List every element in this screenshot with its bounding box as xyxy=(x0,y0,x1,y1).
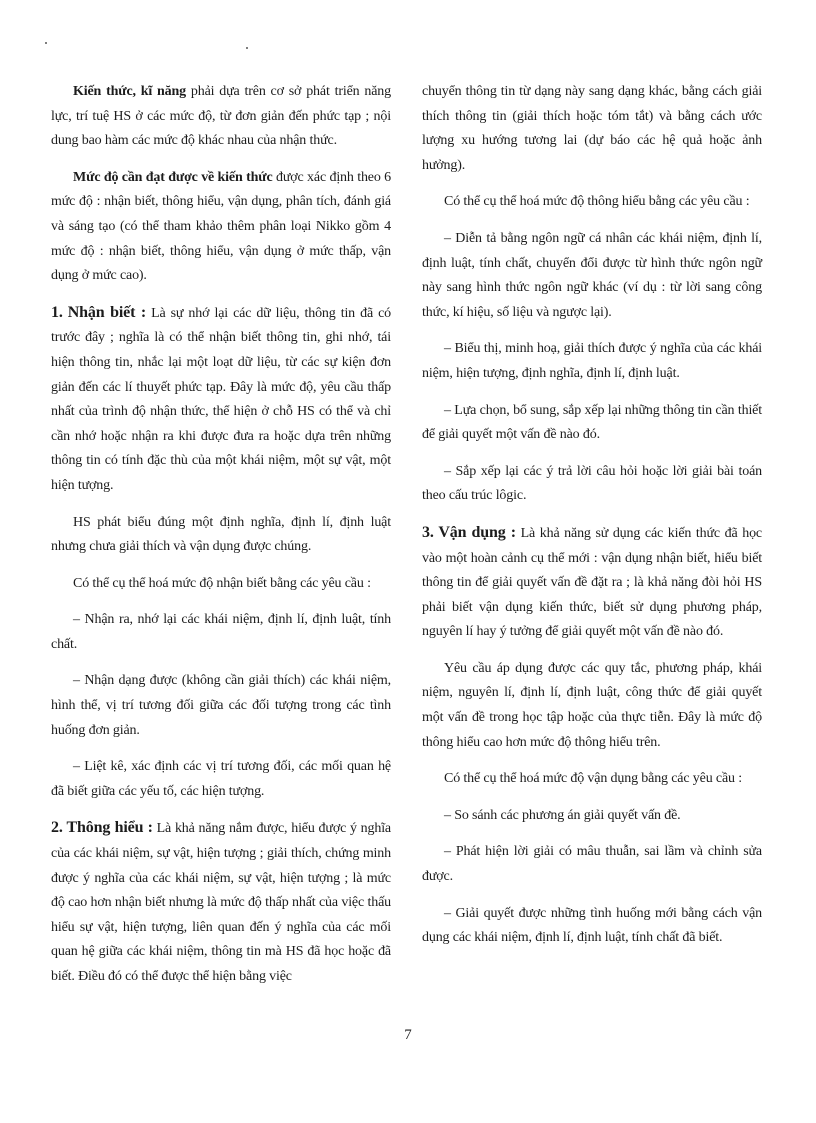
paragraph-muc-do xyxy=(51,166,391,289)
section-nhan-biet xyxy=(51,301,391,499)
list-item: – Phát hiện lời giải có mâu thuẫn, sai lầm và chỉnh sửa được. xyxy=(422,844,762,885)
page-number: 7 xyxy=(404,1027,412,1043)
section-title: Thông hiểu : xyxy=(66,819,153,837)
right-column xyxy=(422,80,762,963)
list-item: – Giải quyết được những tình huống mới bằng cách vận dụng các khái niệm, định lí, định luật, tính chất đã biết. xyxy=(422,905,762,946)
list-item: – Sắp xếp lại các ý trả lời câu hỏi hoặc lời giải bài toán theo cấu trúc lôgic. xyxy=(422,463,762,504)
paragraph-text: được xác định theo 6 mức độ : nhận biết, thông hiểu, vận dụng, phân tích, đánh giá và sáng tạo (có thể tham khảo thêm phân loại Nikko gồm 4 mức độ : nhận biết, thông hiểu, vận dụng ở mức thấp, vận dụng ở mức cao). xyxy=(51,169,391,284)
section-text: Là sự nhớ lại các dữ liệu, thông tin đã có trước đây ; nghĩa là có thể nhận biết thông tin, ghi nhớ, tái hiện thông tin, nhắc lại một loạt dữ liệu, từ các sự kiện đơn giản đến các lí thuyết phức tạp. Đây là mức độ, yêu cầu thấp nhất của trình độ nhận thức, thể hiện ở chỗ HS có thể và chỉ cần nhớ hoặc nhận ra khi được đưa ra hoặc dựa trên những thông tin có tính đặc thù của một khái niệm, một sự vật, một hiện tượng. xyxy=(51,305,391,493)
paragraph-continued: chuyển thông tin từ dạng này sang dạng khác, bằng cách giải thích thông tin (giải thích hoặc tóm tắt) và bằng cách ước lượng xu hướng tương lai (dự báo các hệ quả hoặc ảnh hưởng). xyxy=(422,84,762,173)
section-number: 3. xyxy=(422,523,434,541)
list-item: – Biểu thị, minh hoạ, giải thích được ý nghĩa của các khái niệm, hiện tượng, định nghĩa, định lí, định luật. xyxy=(422,341,762,381)
paragraph-kien-thuc xyxy=(51,80,391,154)
section-title: Nhận biết : xyxy=(67,303,147,321)
list-item: – So sánh các phương án giải quyết vấn đề. xyxy=(444,807,681,823)
lead-term: Kiến thức, kĩ năng xyxy=(73,84,186,99)
paragraph-text: phải dựa trên cơ sở phát triển năng lực, trí tuệ HS ở các mức độ, từ đơn giản đến phức tạp ; nội dung bao hàm các mức độ khác nhau của nhận thức. xyxy=(51,84,391,149)
section-van-dung xyxy=(422,521,762,645)
paragraph: Có thể cụ thể hoá mức độ nhận biết bằng các yêu cầu : xyxy=(73,575,371,591)
scan-speck xyxy=(45,42,47,44)
section-number: 1. xyxy=(51,303,63,321)
paragraph: Có thể cụ thể hoá mức độ thông hiểu bằng các yêu cầu : xyxy=(444,194,750,210)
paragraph: Yêu cầu áp dụng được các quy tắc, phương pháp, khái niệm, nguyên lí, định lí, định luật, công thức để giải quyết một vấn đề trong học tập hoặc của thực tiễn. Đây là mức độ thông hiểu cao hơn mức độ thông hiểu trên. xyxy=(422,660,762,750)
section-number: 2. xyxy=(51,819,63,837)
left-column xyxy=(51,80,391,1002)
paragraph: HS phát biểu đúng một định nghĩa, định lí, định luật nhưng chưa giải thích và vận dụng được chúng. xyxy=(51,514,391,555)
section-text: Là khả năng sử dụng các kiến thức đã học vào một hoàn cảnh cụ thể mới : vận dụng nhận biết, hiểu biết thông tin để giải quyết vấn đề đặt ra ; là khả năng đòi hỏi HS phải biết vận dụng kiến thức, biết sử dụng phương pháp, nguyên lí hay ý tưởng để giải quyết một vấn đề nào đó. xyxy=(422,525,762,640)
list-item: – Nhận ra, nhớ lại các khái niệm, định lí, định luật, tính chất. xyxy=(51,612,391,652)
section-thong-hieu xyxy=(51,816,391,989)
lead-term: Mức độ cần đạt được về kiến thức xyxy=(73,169,273,185)
list-item: – Diễn tả bằng ngôn ngữ cá nhân các khái niệm, định lí, định luật, tính chất, chuyển đổi được từ hình thức ngôn ngữ này sang hình thức ngôn ngữ khác (ví dụ : từ lời sang công thức, kí hiệu, số liệu và ngược lại). xyxy=(422,230,762,320)
scan-speck xyxy=(246,47,248,49)
section-title: Vận dụng : xyxy=(438,523,516,541)
section-text: Là khả năng nắm được, hiểu được ý nghĩa của các khái niệm, sự vật, hiện tượng ; giải thích, chứng minh được ý nghĩa của các khái niệm, sự vật, hiện tượng ; là mức độ cao hơn nhận biết nhưng là mức độ thấp nhất của việc thấu hiểu sự vật, hiện tượng, liên quan đến ý nghĩa của các mối quan hệ giữa các khái niệm, thông tin mà HS đã học hoặc đã biết. Điều đó có thể được thể hiện bằng việc xyxy=(51,821,391,984)
list-item: – Nhận dạng được (không cần giải thích) các khái niệm, hình thể, vị trí tương đối giữa các đối tượng trong các tình huống đơn giản. xyxy=(51,673,391,738)
list-item: – Liệt kê, xác định các vị trí tương đối, các mối quan hệ đã biết giữa các yếu tố, các hiện tượng. xyxy=(51,759,391,799)
paragraph: Có thể cụ thể hoá mức độ vận dụng bằng các yêu cầu : xyxy=(444,771,742,787)
list-item: – Lựa chọn, bổ sung, sắp xếp lại những thông tin cần thiết để giải quyết một vấn đề nào đó. xyxy=(422,402,762,443)
